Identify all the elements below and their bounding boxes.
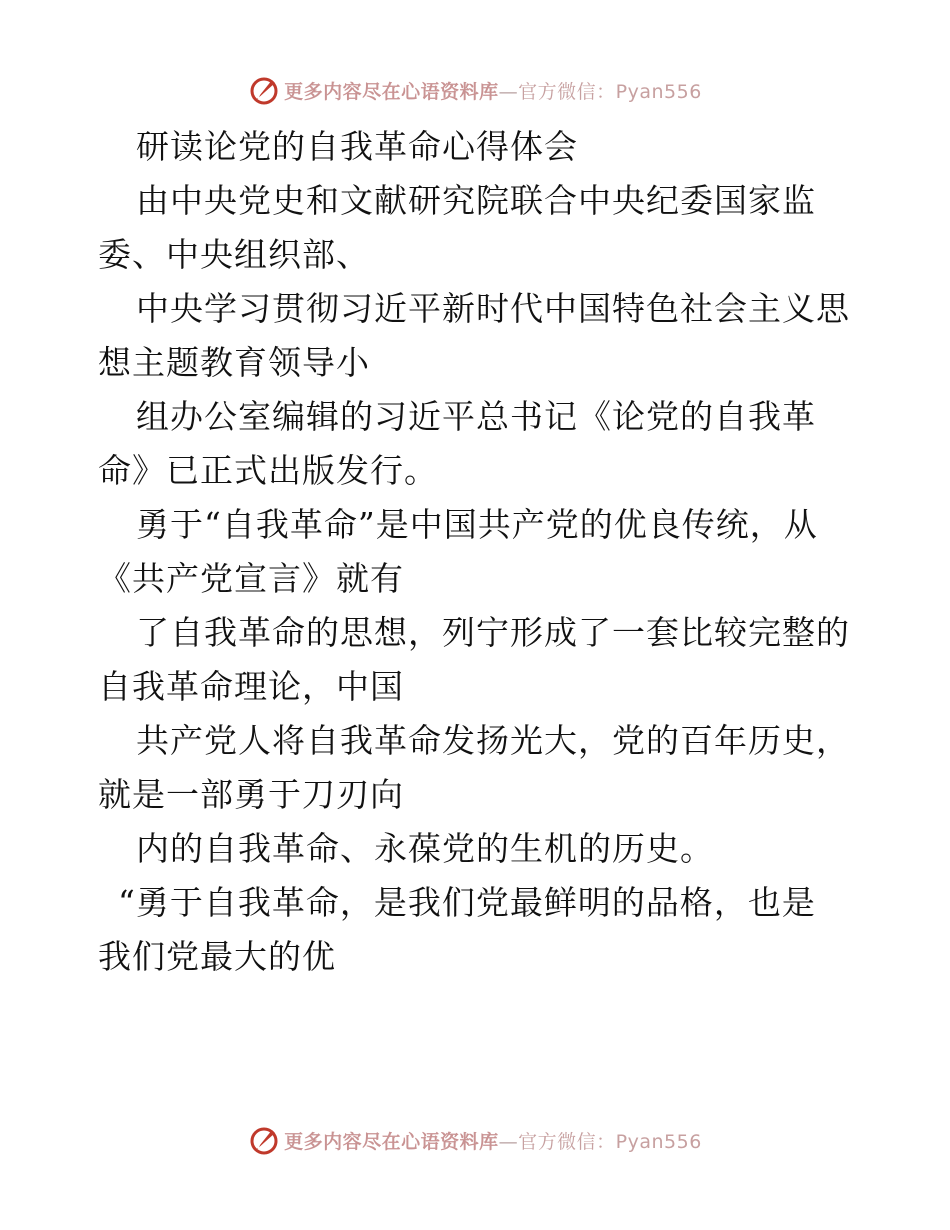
paragraph-line: “勇于自我革命，是我们党最鲜明的品格，也是	[118, 883, 816, 922]
paragraph-line: 我们党最大的优	[98, 937, 336, 976]
banner-wechat: 官方微信：Pyan556	[518, 1130, 702, 1153]
header-banner	[0, 70, 950, 110]
paragraph-line: 由中央党史和文献研究院联合中央纪委国家监	[136, 181, 816, 220]
paragraph-line: 《共产党宣言》就有	[98, 559, 404, 598]
banner-brand: 更多内容尽在心语资料库	[284, 80, 499, 103]
paragraph-line: 组办公室编辑的习近平总书记《论党的自我革	[136, 397, 816, 436]
paragraph-line: 内的自我革命、永葆党的生机的历史。	[136, 829, 714, 868]
paragraph-line: 委、中央组织部、	[98, 235, 370, 274]
paragraph-line: 自我革命理论，中国	[98, 667, 404, 706]
paragraph-line: 命》已正式出版发行。	[98, 451, 438, 490]
paragraph-line: 共产党人将自我革命发扬光大，党的百年历史，	[136, 721, 850, 760]
banner-wechat: 官方微信：Pyan556	[518, 80, 702, 103]
banner-text	[284, 1127, 702, 1154]
banner-separator: —	[498, 80, 519, 103]
paragraph-line: 就是一部勇于刀刃向	[98, 775, 404, 814]
paragraph-line: 勇于“自我革命”是中国共产党的优良传统，从	[136, 505, 818, 544]
footer-banner	[0, 1120, 950, 1160]
paragraph-line: 了自我革命的思想，列宁形成了一套比较完整的	[136, 613, 850, 652]
feather-logo-icon	[248, 1124, 280, 1156]
paragraph-line: 中央学习贯彻习近平新时代中国特色社会主义思	[136, 289, 850, 328]
feather-logo-icon	[248, 74, 280, 106]
paragraph-line: 想主题教育领导小	[98, 343, 370, 382]
banner-brand: 更多内容尽在心语资料库	[284, 1130, 499, 1153]
banner-text	[284, 77, 702, 104]
document-body	[98, 120, 858, 984]
banner-separator: —	[498, 1130, 519, 1153]
document-title: 研读论党的自我革命心得体会	[136, 127, 578, 166]
